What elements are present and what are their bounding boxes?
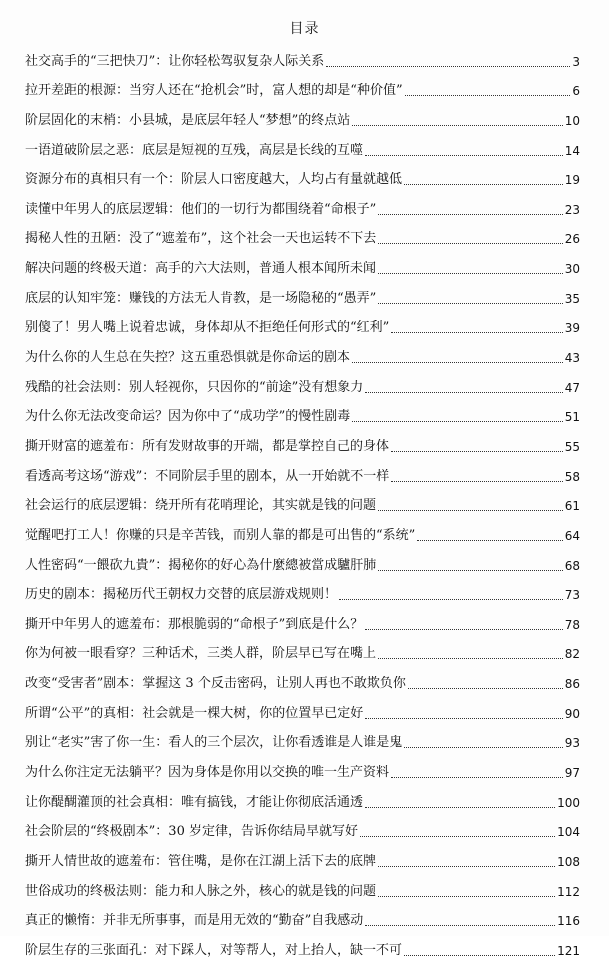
toc-entry-title: 真正的懒惰：并非无所事事，而是用无效的“勤奋”自我感动 bbox=[25, 913, 364, 929]
toc-entry-page-number: 26 bbox=[564, 232, 580, 247]
toc-entry-page-number: 100 bbox=[557, 795, 580, 810]
toc-entry-title: 改变“受害者”剧本：掌握这 3 个反击密码，让别人再也不敢欺负你 bbox=[25, 676, 406, 692]
toc-entry[interactable] bbox=[25, 609, 580, 639]
dot-leader bbox=[365, 155, 563, 156]
toc-entry[interactable] bbox=[25, 491, 580, 521]
toc-entry-title: 历史的剧本：揭秘历代王朝权力交替的底层游戏规则！ bbox=[25, 587, 338, 603]
toc-entry-page-number: 19 bbox=[564, 173, 580, 188]
toc-entry-page-number: 6 bbox=[572, 84, 580, 99]
toc-entry-title: 拉开差距的根源：当穷人还在“抢机会”时，富人想的却是“种价值” bbox=[25, 83, 403, 99]
toc-entry-title: 残酷的社会法则：别人轻视你，只因你的“前途”没有想象力 bbox=[25, 379, 364, 395]
toc-entry[interactable] bbox=[25, 550, 580, 580]
toc-entry-title: 为什么你无法改变命运？因为你中了“成功学”的慢性剧毒 bbox=[25, 409, 351, 425]
dot-leader bbox=[404, 747, 562, 748]
toc-list bbox=[25, 46, 580, 965]
toc-entry-page-number: 58 bbox=[564, 469, 580, 484]
toc-entry[interactable] bbox=[25, 698, 580, 728]
dot-leader bbox=[405, 95, 571, 96]
dot-leader bbox=[404, 955, 555, 956]
dot-leader bbox=[391, 481, 562, 482]
dot-leader bbox=[339, 599, 563, 600]
dot-leader bbox=[378, 243, 562, 244]
toc-entry[interactable] bbox=[25, 876, 580, 906]
toc-entry-title: 世俗成功的终极法则：能力和人脉之外，核心的就是钱的问题 bbox=[25, 883, 377, 899]
dot-leader bbox=[417, 540, 562, 541]
toc-entry-title: 别让“老实”害了你一生：看人的三个层次，让你看透谁是人谁是鬼 bbox=[25, 735, 403, 751]
toc-entry-page-number: 68 bbox=[564, 558, 580, 573]
toc-entry[interactable] bbox=[25, 135, 580, 165]
toc-entry[interactable] bbox=[25, 461, 580, 491]
toc-entry-page-number: 90 bbox=[564, 706, 580, 721]
toc-entry[interactable] bbox=[25, 846, 580, 876]
toc-entry[interactable] bbox=[25, 194, 580, 224]
toc-entry[interactable] bbox=[25, 817, 580, 847]
dot-leader bbox=[408, 688, 563, 689]
dot-leader bbox=[365, 807, 555, 808]
toc-entry-page-number: 86 bbox=[564, 677, 580, 692]
dot-leader bbox=[365, 629, 562, 630]
dot-leader bbox=[378, 303, 562, 304]
toc-entry-title: 看透高考这场“游戏”：不同阶层手里的剧本，从一开始就不一样 bbox=[25, 468, 390, 484]
toc-entry-title: 解决问题的终极天道：高手的六大法则，普通人根本闻所未闻 bbox=[25, 261, 377, 277]
toc-entry-title: 社会运行的底层逻辑：绕开所有花哨理论，其实就是钱的问题 bbox=[25, 498, 377, 514]
toc-entry-page-number: 116 bbox=[557, 914, 580, 929]
toc-entry-page-number: 10 bbox=[564, 113, 580, 128]
toc-entry-page-number: 121 bbox=[557, 943, 580, 958]
toc-entry-title: 所谓“公平”的真相：社会就是一棵大树，你的位置早已定好 bbox=[25, 705, 364, 721]
dot-leader bbox=[352, 362, 563, 363]
toc-entry[interactable] bbox=[25, 46, 580, 76]
dot-leader bbox=[365, 925, 555, 926]
toc-entry[interactable] bbox=[25, 787, 580, 817]
toc-entry-title: 资源分布的真相只有一个：阶层人口密度越大，人均占有量就越低 bbox=[25, 172, 403, 188]
dot-leader bbox=[352, 125, 562, 126]
toc-entry[interactable] bbox=[25, 224, 580, 254]
toc-entry-title: 为什么你注定无法躺平？因为身体是你用以交换的唯一生产资料 bbox=[25, 765, 390, 781]
toc-entry-title: 读懂中年男人的底层逻辑：他们的一切行为都围绕着“命根子” bbox=[25, 201, 377, 217]
toc-entry-title: 揭秘人性的丑陋：没了“遮羞布”，这个社会一天也运转不下去 bbox=[25, 231, 377, 247]
toc-entry-page-number: 93 bbox=[564, 736, 580, 751]
toc-entry-page-number: 43 bbox=[564, 351, 580, 366]
toc-entry-page-number: 108 bbox=[557, 854, 580, 869]
toc-entry[interactable] bbox=[25, 668, 580, 698]
toc-entry-title: 撕开中年男人的遮羞布：那根脆弱的“命根子”到底是什么？ bbox=[25, 616, 364, 632]
toc-entry-title: 让你醍醐灌顶的社会真相：唯有搞钱，才能让你彻底活通透 bbox=[25, 794, 364, 810]
dot-leader bbox=[391, 777, 563, 778]
toc-entry-page-number: 61 bbox=[564, 499, 580, 514]
dot-leader bbox=[378, 273, 563, 274]
dot-leader bbox=[391, 451, 563, 452]
toc-entry-title: 觉醒吧打工人！你赚的只是辛苦钱，而别人靠的都是可出售的“系统” bbox=[25, 527, 416, 543]
dot-leader bbox=[378, 214, 562, 215]
toc-entry[interactable] bbox=[25, 165, 580, 195]
toc-entry-page-number: 78 bbox=[564, 617, 580, 632]
toc-entry-title: 别傻了！男人嘴上说着忠诚，身体却从不拒绝任何形式的“红利” bbox=[25, 320, 390, 336]
toc-entry-title: 社会阶层的“终极剧本”：30 岁定律，告诉你结局早就写好 bbox=[25, 824, 358, 840]
dot-leader bbox=[378, 510, 563, 511]
toc-entry-page-number: 97 bbox=[564, 766, 580, 781]
toc-entry[interactable] bbox=[25, 757, 580, 787]
toc-entry-page-number: 82 bbox=[564, 647, 580, 662]
dot-leader bbox=[365, 718, 562, 719]
toc-entry-title: 你为何被一眼看穿？三种话术，三类人群，阶层早已写在嘴上 bbox=[25, 646, 377, 662]
toc-entry[interactable] bbox=[25, 402, 580, 432]
toc-entry[interactable] bbox=[25, 906, 580, 936]
toc-entry[interactable] bbox=[25, 105, 580, 135]
toc-entry[interactable] bbox=[25, 342, 580, 372]
toc-entry-title: 底层的认知牢笼：赚钱的方法无人肯教，是一场隐秘的“愚弄” bbox=[25, 290, 377, 306]
toc-entry-title: 人性密码“一餵砍九貴”：揭秘你的好心為什麼總被當成驢肝肺 bbox=[25, 557, 377, 573]
dot-leader bbox=[352, 421, 562, 422]
toc-entry-page-number: 47 bbox=[564, 380, 580, 395]
toc-entry[interactable] bbox=[25, 76, 580, 106]
toc-entry[interactable] bbox=[25, 520, 580, 550]
dot-leader bbox=[378, 896, 555, 897]
toc-entry-title: 撕开财富的遮羞布：所有发财故事的开端，都是掌控自己的身体 bbox=[25, 438, 390, 454]
toc-entry[interactable] bbox=[25, 580, 580, 610]
toc-entry[interactable] bbox=[25, 431, 580, 461]
toc-entry-page-number: 73 bbox=[564, 588, 580, 603]
toc-entry-title: 为什么你的人生总在失控？这五重恐惧就是你命运的剧本 bbox=[25, 350, 351, 366]
dot-leader bbox=[360, 836, 555, 837]
toc-entry[interactable] bbox=[25, 728, 580, 758]
dot-leader bbox=[378, 570, 562, 571]
toc-entry-title: 撕开人情世故的遮羞布：管住嘴，是你在江湖上活下去的底牌 bbox=[25, 853, 377, 869]
dot-leader bbox=[378, 658, 563, 659]
toc-entry-title: 阶层固化的末梢：小县城，是底层年轻人“梦想”的终点站 bbox=[25, 112, 351, 128]
toc-entry[interactable] bbox=[25, 313, 580, 343]
dot-leader bbox=[404, 184, 563, 185]
toc-entry[interactable] bbox=[25, 253, 580, 283]
toc-entry-page-number: 30 bbox=[564, 262, 580, 277]
dot-leader bbox=[365, 392, 562, 393]
toc-entry[interactable] bbox=[25, 639, 580, 669]
dot-leader bbox=[378, 866, 555, 867]
dot-leader bbox=[391, 332, 562, 333]
toc-entry-page-number: 39 bbox=[564, 321, 580, 336]
toc-entry[interactable] bbox=[25, 283, 580, 313]
dot-leader bbox=[326, 66, 570, 67]
toc-entry[interactable] bbox=[25, 935, 580, 965]
toc-entry-page-number: 14 bbox=[564, 143, 580, 158]
toc-entry-page-number: 104 bbox=[557, 825, 580, 840]
toc-entry-title: 一语道破阶层之恶：底层是短视的互残，高层是长线的互噬 bbox=[25, 142, 364, 158]
toc-entry[interactable] bbox=[25, 372, 580, 402]
toc-entry-page-number: 3 bbox=[572, 54, 580, 69]
toc-entry-page-number: 23 bbox=[564, 202, 580, 217]
toc-entry-title: 社交高手的“三把快刀”：让你轻松驾驭复杂人际关系 bbox=[25, 53, 325, 69]
toc-entry-page-number: 55 bbox=[564, 439, 580, 454]
toc-entry-page-number: 64 bbox=[564, 528, 580, 543]
toc-entry-title: 阶层生存的三张面孔：对下踩人，对等帮人，对上抬人，缺一不可 bbox=[25, 942, 403, 958]
toc-title: 目录 bbox=[289, 21, 320, 37]
toc-entry-page-number: 112 bbox=[557, 884, 580, 899]
toc-entry-page-number: 35 bbox=[564, 291, 580, 306]
toc-entry-page-number: 51 bbox=[564, 410, 580, 425]
